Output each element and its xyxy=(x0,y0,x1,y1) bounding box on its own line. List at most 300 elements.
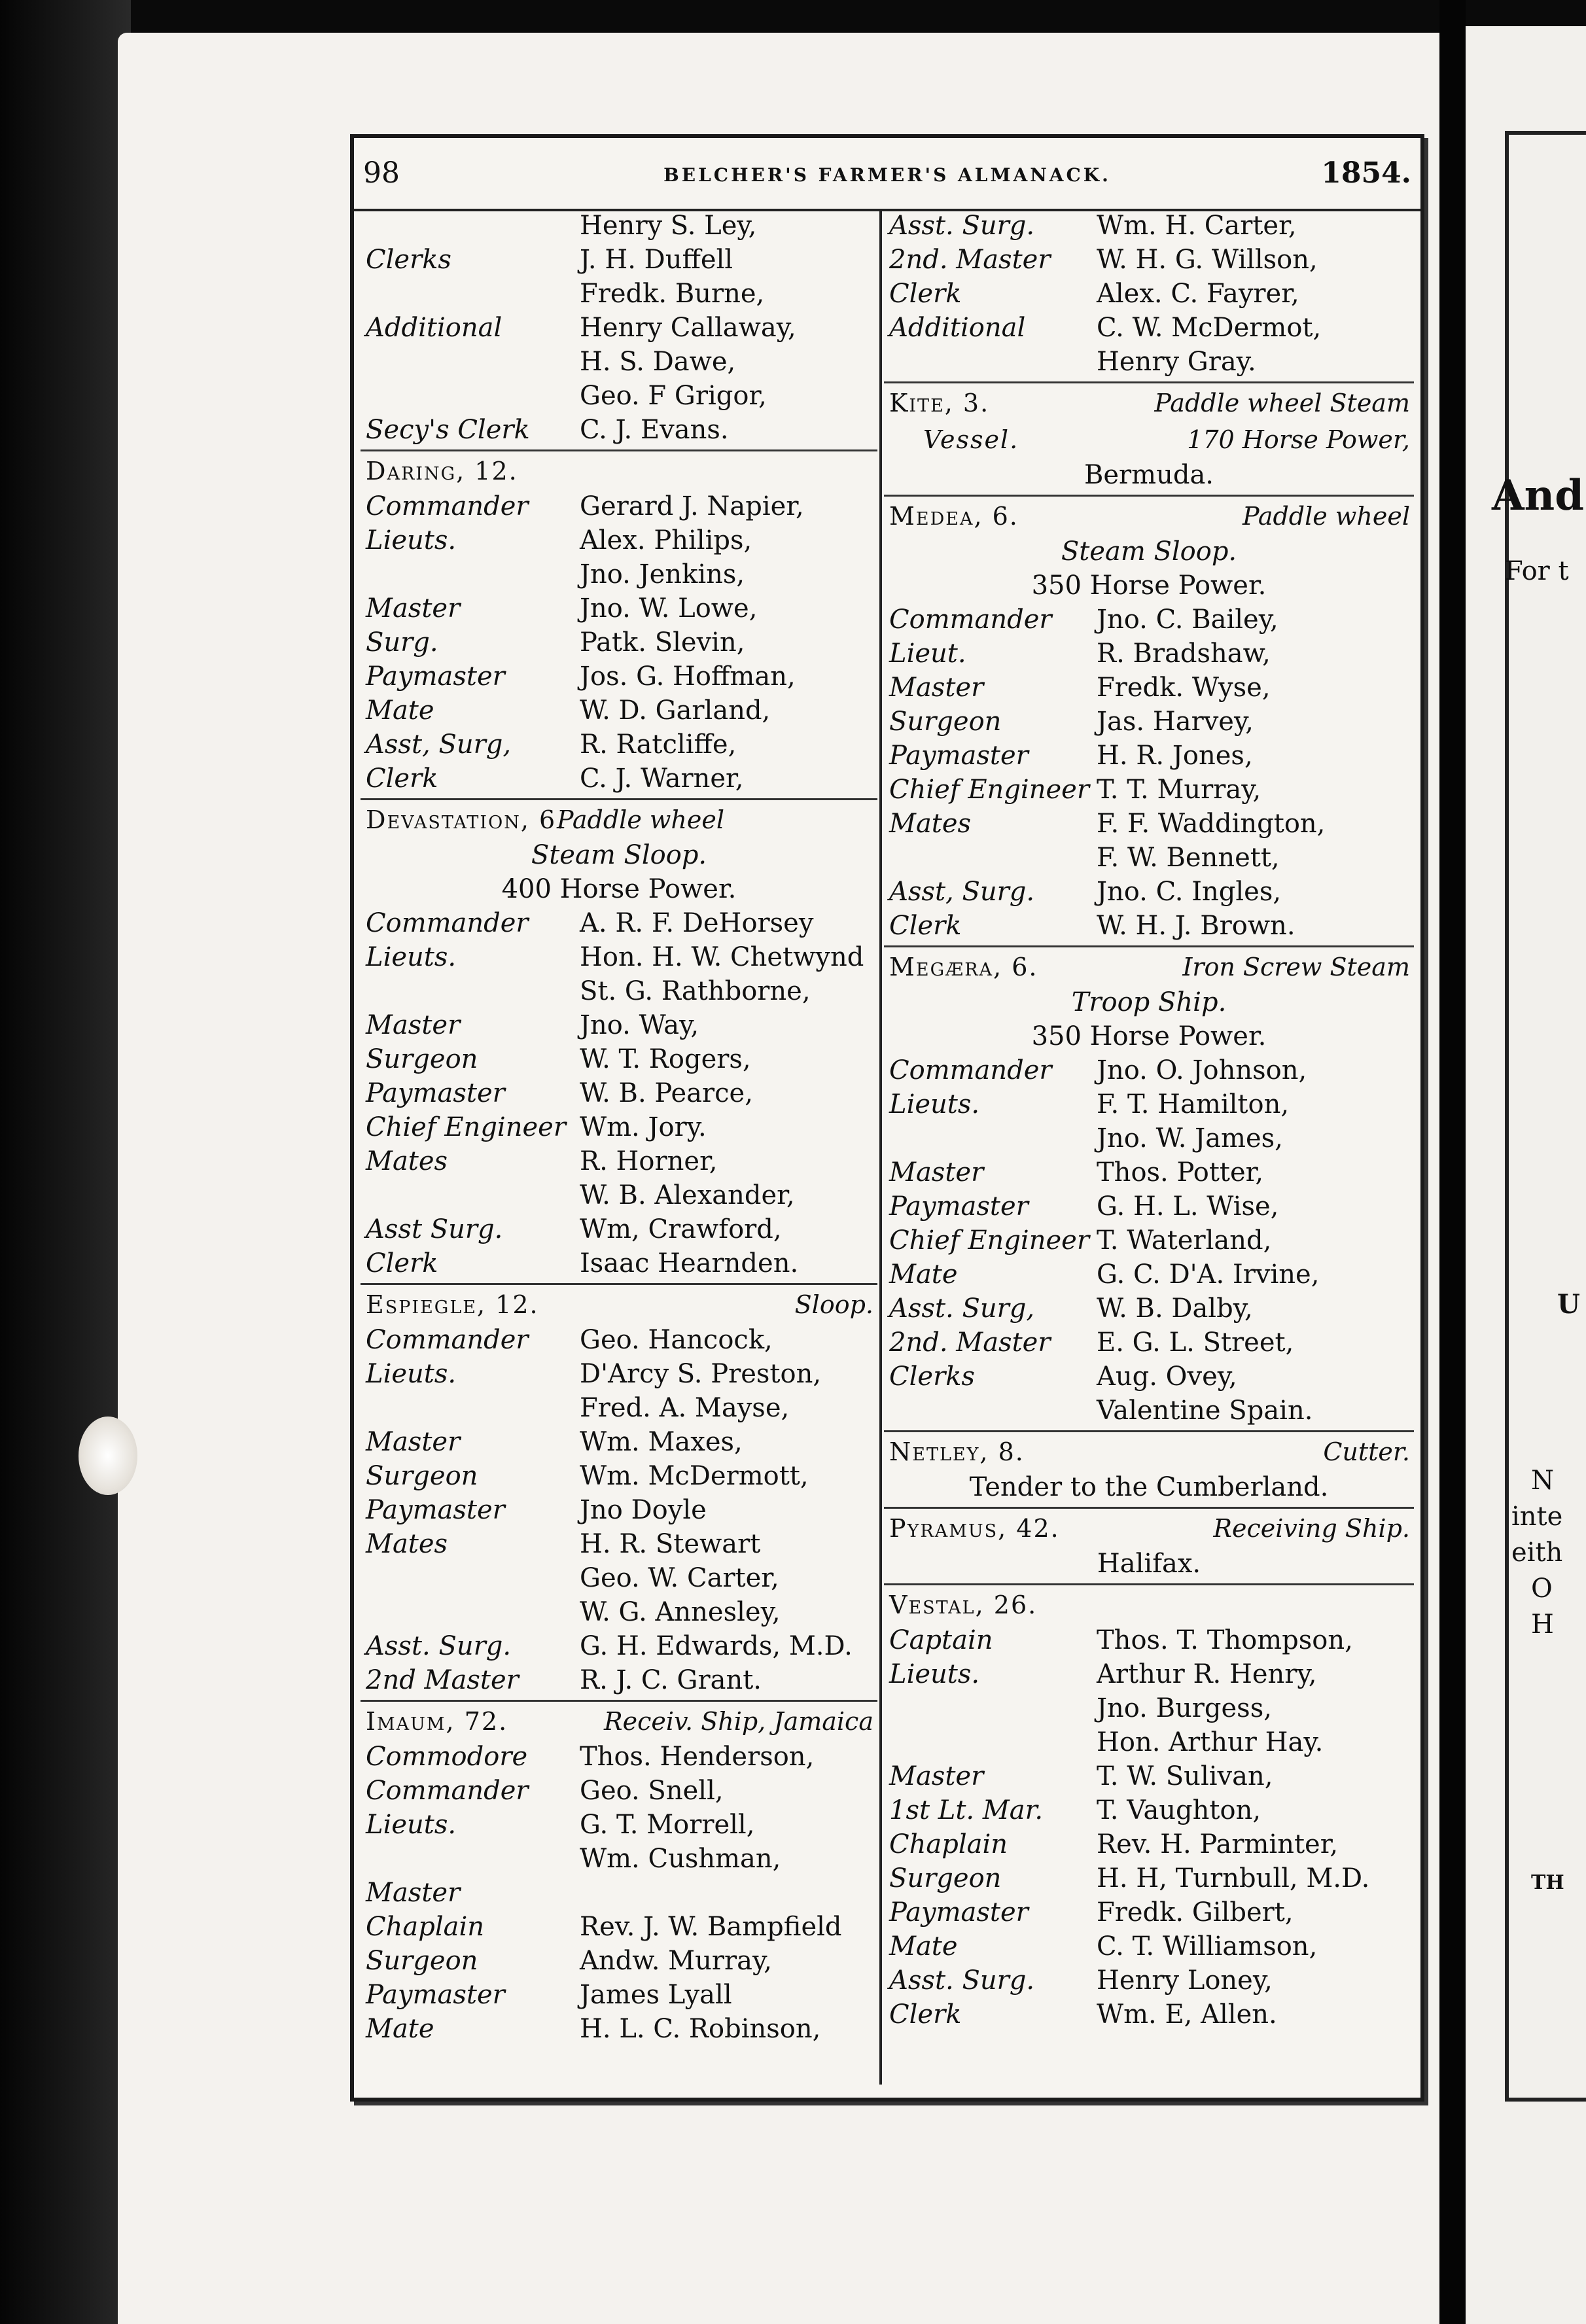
column-divider xyxy=(879,209,882,2085)
officer-rank: Commodore xyxy=(366,1742,528,1772)
ship-name: Megæra, 6. xyxy=(889,953,1038,981)
officer-rank: Asst, Surg, xyxy=(366,730,512,760)
ship-heading xyxy=(884,1587,1414,1623)
officer-rank: Master xyxy=(889,1761,984,1791)
officer-rank: Chaplain xyxy=(366,1912,485,1942)
officer-name: W. T. Rogers, xyxy=(580,1044,751,1074)
officer-rank: 2nd. Master xyxy=(889,1328,1051,1358)
officer-row xyxy=(361,1808,877,1842)
ship-type: Receiv. Ship, Jamaica xyxy=(604,1707,873,1736)
officer-name: T. T. Murray, xyxy=(1097,775,1261,805)
officer-rank: Clerk xyxy=(889,1999,962,2030)
section-rule xyxy=(884,945,1414,947)
officer-rank: Lieuts. xyxy=(366,942,457,972)
officer-name: Wm. Jory. xyxy=(580,1112,707,1142)
officer-rank: Master xyxy=(889,673,984,703)
officer-name: Rev. J. W. Bampfield xyxy=(580,1912,842,1942)
ship-heading xyxy=(361,1703,877,1740)
ship-name: Vestal, 26. xyxy=(889,1591,1038,1619)
adjacent-fragment: eith xyxy=(1511,1538,1563,1568)
section-rule xyxy=(884,381,1414,383)
officer-name: Hon. H. W. Chetwynd xyxy=(580,942,864,972)
officer-rank: 1st Lt. Mar. xyxy=(889,1795,1044,1825)
officer-rank: Clerk xyxy=(889,911,962,941)
officer-rank: Paymaster xyxy=(366,661,505,692)
officer-name: R. Ratcliffe, xyxy=(580,730,737,760)
officer-row xyxy=(884,841,1414,875)
officer-row xyxy=(361,1876,877,1910)
officer-name: H. R. Jones, xyxy=(1097,741,1253,771)
officer-rank: Paymaster xyxy=(889,1191,1029,1222)
officer-name: Wm. Maxes, xyxy=(580,1427,743,1457)
officer-rank: Mate xyxy=(889,1259,958,1290)
ship-name: Vessel. xyxy=(923,425,1019,454)
officer-rank: Clerks xyxy=(889,1362,975,1392)
officer-name: T. Waterland, xyxy=(1097,1225,1272,1256)
officer-row xyxy=(884,1827,1414,1861)
book-spine xyxy=(0,0,131,2324)
officer-name: G. C. D'A. Irvine, xyxy=(1097,1259,1320,1290)
officer-name: Alex. Philips, xyxy=(580,525,752,555)
ship-heading xyxy=(884,498,1414,535)
ship-type: Paddle wheel Steam xyxy=(1154,389,1410,417)
officer-row xyxy=(884,671,1414,705)
officer-row xyxy=(361,1740,877,1774)
officer-name: H. R. Stewart xyxy=(580,1529,761,1559)
ship-detail: Steam Sloop. xyxy=(531,840,707,870)
officer-row xyxy=(361,1561,877,1595)
page-header xyxy=(354,138,1420,211)
officer-name: Fred. A. Mayse, xyxy=(580,1393,790,1423)
officer-row xyxy=(361,345,877,379)
officer-name: Andw. Murray, xyxy=(580,1946,772,1976)
officer-row xyxy=(884,277,1414,311)
ship-detail: 400 Horse Power. xyxy=(501,874,737,904)
ship-type: 170 Horse Power, xyxy=(1187,425,1410,454)
officer-rank: Master xyxy=(366,1427,461,1457)
officer-row xyxy=(361,209,877,243)
officer-row xyxy=(361,1425,877,1459)
officer-row xyxy=(361,2012,877,2046)
officer-name: G. T. Morrell, xyxy=(580,1810,755,1840)
adjacent-fragment: For t xyxy=(1505,556,1569,586)
officer-row xyxy=(361,906,877,940)
officer-row xyxy=(361,1459,877,1493)
officer-row xyxy=(361,1042,877,1076)
officer-rank: Surgeon xyxy=(889,1863,1002,1893)
page-number: 98 xyxy=(363,156,400,190)
ship-name: Espiegle, 12. xyxy=(366,1290,539,1319)
officer-row xyxy=(361,1629,877,1663)
officer-rank: Chief Engineer xyxy=(889,1225,1089,1256)
ship-detail: Halifax. xyxy=(1097,1549,1201,1579)
officer-row xyxy=(361,660,877,694)
paper-stain xyxy=(79,1417,137,1495)
officer-rank: Commander xyxy=(889,1055,1052,1085)
officer-name: Gerard J. Napier, xyxy=(580,491,804,521)
left-column xyxy=(361,209,877,2085)
officer-row xyxy=(884,1998,1414,2032)
ship-type: Receiving Ship. xyxy=(1213,1514,1410,1543)
section-rule xyxy=(884,1507,1414,1509)
ship-detail: Tender to the Cumberland. xyxy=(969,1472,1329,1502)
officer-name: C. T. Williamson, xyxy=(1097,1931,1318,1962)
ship-type: Cutter. xyxy=(1323,1437,1410,1466)
officer-name: Henry Loney, xyxy=(1097,1965,1273,1996)
officer-name: G. H. L. Wise, xyxy=(1097,1191,1279,1222)
officer-rank: Surgeon xyxy=(366,1461,478,1491)
page-year: 1854. xyxy=(1321,156,1411,190)
officer-row xyxy=(361,1008,877,1042)
adjacent-fragment: N xyxy=(1531,1466,1554,1496)
officer-name: Jno Doyle xyxy=(580,1495,707,1525)
officer-rank: Surgeon xyxy=(366,1946,478,1976)
officer-name: James Lyall xyxy=(580,1980,732,2010)
officer-row xyxy=(361,1076,877,1110)
officer-rank: Additional xyxy=(889,313,1026,343)
officer-rank: Lieuts. xyxy=(366,525,457,555)
officer-name: Henry Gray. xyxy=(1097,347,1256,377)
ship-type: Iron Screw Steam xyxy=(1182,953,1410,981)
officer-name: Jas. Harvey, xyxy=(1097,707,1254,737)
officer-row xyxy=(884,1292,1414,1326)
ship-name: Kite, 3. xyxy=(889,389,990,417)
officer-row xyxy=(361,1110,877,1144)
officer-rank: Asst. Surg. xyxy=(366,1631,512,1661)
officer-name: Geo. F Grigor, xyxy=(580,381,767,411)
adjacent-fragment: inte xyxy=(1511,1502,1563,1532)
officer-name: Jno. Way, xyxy=(580,1010,699,1040)
officer-name: Valentine Spain. xyxy=(1097,1396,1313,1426)
officer-name: St. G. Rathborne, xyxy=(580,976,811,1006)
officer-rank: Asst. Surg. xyxy=(889,211,1035,241)
officer-row xyxy=(884,1394,1414,1428)
ship-name: Imaum, 72. xyxy=(366,1707,508,1736)
officer-rank: Mates xyxy=(366,1529,448,1559)
officer-row xyxy=(884,705,1414,739)
officer-row xyxy=(884,1759,1414,1793)
ship-detail: Bermuda. xyxy=(1084,460,1214,490)
officer-rank: Asst Surg. xyxy=(366,1214,503,1244)
ship-name: Netley, 8. xyxy=(889,1437,1025,1466)
officer-name: Thos. Henderson, xyxy=(580,1742,815,1772)
adjacent-fragment: And xyxy=(1492,471,1584,520)
officer-name: Geo. W. Carter, xyxy=(580,1563,779,1593)
officer-row xyxy=(361,625,877,660)
officer-rank: Additional xyxy=(366,313,502,343)
officer-row xyxy=(884,1053,1414,1087)
officer-rank: Commander xyxy=(366,1325,529,1355)
section-rule xyxy=(361,798,877,800)
officer-name: Patk. Slevin, xyxy=(580,627,745,658)
officer-row xyxy=(884,345,1414,379)
officer-row xyxy=(884,1725,1414,1759)
officer-name: T. W. Sulivan, xyxy=(1097,1761,1273,1791)
officer-row xyxy=(361,277,877,311)
section-rule xyxy=(884,1430,1414,1432)
officer-row xyxy=(361,940,877,974)
officer-row xyxy=(361,1978,877,2012)
officer-rank: Clerk xyxy=(366,1248,438,1278)
adjacent-fragment: U xyxy=(1557,1289,1580,1320)
adjacent-page xyxy=(1466,26,1586,2324)
officer-rank: Master xyxy=(366,593,461,624)
officer-rank: Asst, Surg. xyxy=(889,877,1035,907)
officer-row xyxy=(361,1663,877,1697)
officer-row xyxy=(361,413,877,447)
ship-heading xyxy=(884,385,1414,421)
officer-name: Alex. C. Fayrer, xyxy=(1097,279,1299,309)
ship-heading xyxy=(884,421,1414,458)
section-rule xyxy=(361,449,877,451)
officer-name: Wm, Crawford, xyxy=(580,1214,782,1244)
ship-detail: 350 Horse Power. xyxy=(1031,571,1267,601)
officer-name: F. F. Waddington, xyxy=(1097,809,1326,839)
officer-name: W. G. Annesley, xyxy=(580,1597,781,1627)
officer-rank: Master xyxy=(366,1010,461,1040)
officer-row xyxy=(884,1657,1414,1691)
officer-name: Jno. C. Ingles, xyxy=(1097,877,1282,907)
officer-name: Thos. Potter, xyxy=(1097,1157,1264,1188)
officer-row xyxy=(361,1391,877,1425)
officer-rank: Surgeon xyxy=(889,707,1002,737)
officer-row xyxy=(884,1691,1414,1725)
navy-list-table xyxy=(350,134,1424,2102)
officer-name: Wm. H. Carter, xyxy=(1097,211,1297,241)
officer-name: W. H. J. Brown. xyxy=(1097,911,1295,941)
officer-name: H. L. C. Robinson, xyxy=(580,2014,821,2044)
officer-row xyxy=(884,1963,1414,1998)
officer-rank: 2nd Master xyxy=(366,1665,519,1695)
officer-name: C. J. Warner, xyxy=(580,764,744,794)
officer-rank: Mate xyxy=(889,1931,958,1962)
officer-row xyxy=(361,1774,877,1808)
officer-name: Wm. Cushman, xyxy=(580,1844,781,1874)
officer-rank: Captain xyxy=(889,1625,993,1655)
officer-rank: Clerk xyxy=(889,279,962,309)
officer-rank: Mate xyxy=(366,2014,434,2044)
officer-rank: Chaplain xyxy=(889,1829,1008,1859)
officer-row xyxy=(884,603,1414,637)
officer-rank: Commander xyxy=(366,1776,529,1806)
officer-name: Fredk. Burne, xyxy=(580,279,765,309)
ship-type: Paddle wheel xyxy=(1242,502,1410,531)
officer-name: Rev. H. Parminter, xyxy=(1097,1829,1339,1859)
officer-rank: Mate xyxy=(366,695,434,726)
officer-rank: Secy's Clerk xyxy=(366,415,530,445)
officer-row xyxy=(361,379,877,413)
officer-name: C. W. McDermot, xyxy=(1097,313,1322,343)
officer-row xyxy=(884,1929,1414,1963)
officer-name: R. Horner, xyxy=(580,1146,718,1176)
officer-row xyxy=(361,1323,877,1357)
officer-name: Jno. Burgess, xyxy=(1097,1693,1272,1723)
officer-rank: Chief Engineer xyxy=(366,1112,566,1142)
ship-heading xyxy=(884,949,1414,985)
ship-detail: Troop Ship. xyxy=(1071,987,1227,1017)
officer-row xyxy=(361,1527,877,1561)
officer-row xyxy=(361,311,877,345)
officer-name: H. H, Turnbull, M.D. xyxy=(1097,1863,1370,1893)
officer-name: G. H. Edwards, M.D. xyxy=(580,1631,853,1661)
officer-name: F. W. Bennett, xyxy=(1097,843,1280,873)
officer-name: W. B. Pearce, xyxy=(580,1078,753,1108)
officer-rank: Surgeon xyxy=(366,1044,478,1074)
officer-name: E. G. L. Street, xyxy=(1097,1328,1294,1358)
officer-name: Jno. Jenkins, xyxy=(580,559,745,590)
officer-rank: Master xyxy=(889,1157,984,1188)
officer-name: Jno. W. Lowe, xyxy=(580,593,758,624)
officer-row xyxy=(884,1258,1414,1292)
officer-rank: Clerks xyxy=(366,245,451,275)
officer-name: C. J. Evans. xyxy=(580,415,729,445)
ship-detail: 350 Horse Power. xyxy=(1031,1021,1267,1051)
officer-rank: Chief Engineer xyxy=(889,775,1089,805)
officer-name: W. H. G. Willson, xyxy=(1097,245,1318,275)
officer-row xyxy=(884,1623,1414,1657)
officer-rank: 2nd. Master xyxy=(889,245,1051,275)
officer-name: Jno. O. Johnson, xyxy=(1097,1055,1307,1085)
officer-name: Thos. T. Thompson, xyxy=(1097,1625,1353,1655)
officer-row xyxy=(361,1212,877,1246)
right-column xyxy=(884,209,1414,2085)
officer-row xyxy=(884,1793,1414,1827)
officer-name: H. S. Dawe, xyxy=(580,347,736,377)
officer-row xyxy=(884,807,1414,841)
officer-name: Arthur R. Henry, xyxy=(1097,1659,1317,1689)
officer-name: R. J. C. Grant. xyxy=(580,1665,762,1695)
officer-rank: Clerk xyxy=(366,764,438,794)
officer-name: J. H. Duffell xyxy=(580,245,733,275)
officer-row xyxy=(884,1224,1414,1258)
page-title: BELCHER'S FARMER'S ALMANACK. xyxy=(663,164,1111,186)
officer-row xyxy=(884,1155,1414,1189)
officer-row xyxy=(361,1357,877,1391)
officer-row xyxy=(884,637,1414,671)
officer-name: Isaac Hearnden. xyxy=(580,1248,799,1278)
officer-rank: Master xyxy=(366,1878,461,1908)
officer-rank: Commander xyxy=(366,908,529,938)
officer-row xyxy=(884,773,1414,807)
officer-row xyxy=(884,311,1414,345)
officer-rank: Lieuts. xyxy=(889,1659,980,1689)
officer-name: Hon. Arthur Hay. xyxy=(1097,1727,1324,1757)
officer-name: Aug. Ovey, xyxy=(1097,1362,1237,1392)
officer-row xyxy=(884,1189,1414,1224)
officer-name: T. Vaughton, xyxy=(1097,1795,1261,1825)
officer-row xyxy=(361,557,877,591)
officer-row xyxy=(884,1360,1414,1394)
section-rule xyxy=(361,1700,877,1702)
officer-name: Wm. E, Allen. xyxy=(1097,1999,1277,2030)
officer-rank: Commander xyxy=(889,605,1052,635)
officer-row xyxy=(361,489,877,523)
officer-row xyxy=(361,1944,877,1978)
officer-name: Fredk. Wyse, xyxy=(1097,673,1271,703)
officer-name: Jno. W. James, xyxy=(1097,1123,1283,1153)
officer-name: Geo. Snell, xyxy=(580,1776,724,1806)
officer-rank: Paymaster xyxy=(366,1980,505,2010)
officer-name: F. T. Hamilton, xyxy=(1097,1089,1290,1119)
officer-row xyxy=(361,1910,877,1944)
officer-row xyxy=(884,1087,1414,1121)
adjacent-fragment: H xyxy=(1531,1610,1554,1640)
officer-name: Henry S. Ley, xyxy=(580,211,757,241)
officer-name: Jos. G. Hoffman, xyxy=(580,661,796,692)
officer-row xyxy=(361,1144,877,1178)
officer-name: A. R. F. DeHorsey xyxy=(580,908,814,938)
page-gutter xyxy=(1439,0,1466,2324)
ship-name: Daring, 12. xyxy=(366,457,518,485)
officer-row xyxy=(361,1178,877,1212)
officer-row xyxy=(361,523,877,557)
officer-row xyxy=(361,1246,877,1280)
officer-row xyxy=(884,1326,1414,1360)
officer-row xyxy=(361,1493,877,1527)
officer-rank: Lieuts. xyxy=(366,1359,457,1389)
officer-row xyxy=(361,591,877,625)
officer-row xyxy=(884,209,1414,243)
officer-name: R. Bradshaw, xyxy=(1097,639,1271,669)
officer-row xyxy=(884,1895,1414,1929)
officer-row xyxy=(361,762,877,796)
section-rule xyxy=(361,1283,877,1285)
officer-name: Fredk. Gilbert, xyxy=(1097,1897,1294,1928)
ship-heading xyxy=(361,1286,877,1323)
officer-row xyxy=(361,694,877,728)
officer-rank: Lieuts. xyxy=(889,1089,980,1119)
officer-name: W. D. Garland, xyxy=(580,695,771,726)
section-rule xyxy=(884,495,1414,497)
officer-row xyxy=(361,728,877,762)
officer-rank: Mates xyxy=(889,809,972,839)
ship-type: Sloop. xyxy=(794,1290,873,1319)
ship-name: Pyramus, 42. xyxy=(889,1514,1060,1543)
officer-rank: Paymaster xyxy=(889,1897,1029,1928)
adjacent-page-frame xyxy=(1505,131,1586,2102)
officer-rank: Asst. Surg, xyxy=(889,1294,1035,1324)
ship-name: Devastation, 6. xyxy=(366,805,566,834)
ship-type: Paddle wheel xyxy=(557,805,725,834)
officer-name: W. B. Alexander, xyxy=(580,1180,795,1210)
officer-row xyxy=(884,1861,1414,1895)
adjacent-fragment: TH xyxy=(1531,1871,1564,1894)
officer-name: Geo. Hancock, xyxy=(580,1325,773,1355)
officer-row xyxy=(884,243,1414,277)
ship-detail: Steam Sloop. xyxy=(1061,537,1237,567)
officer-row xyxy=(361,1595,877,1629)
officer-row xyxy=(884,909,1414,943)
officer-rank: Lieut. xyxy=(889,639,966,669)
adjacent-fragment: O xyxy=(1531,1574,1553,1604)
ship-heading xyxy=(361,453,877,489)
officer-rank: Paymaster xyxy=(366,1078,505,1108)
officer-name: W. B. Dalby, xyxy=(1097,1294,1253,1324)
officer-name: Wm. McDermott, xyxy=(580,1461,809,1491)
officer-row xyxy=(884,875,1414,909)
officer-name: Jno. C. Bailey, xyxy=(1097,605,1278,635)
officer-rank: Asst. Surg. xyxy=(889,1965,1035,1996)
officer-row xyxy=(361,1842,877,1876)
officer-rank: Paymaster xyxy=(366,1495,505,1525)
officer-row xyxy=(884,739,1414,773)
officer-rank: Surg. xyxy=(366,627,438,658)
officer-rank: Commander xyxy=(366,491,529,521)
officer-row xyxy=(361,243,877,277)
officer-rank: Paymaster xyxy=(889,741,1029,771)
officer-rank: Lieuts. xyxy=(366,1810,457,1840)
ship-heading xyxy=(884,1434,1414,1470)
